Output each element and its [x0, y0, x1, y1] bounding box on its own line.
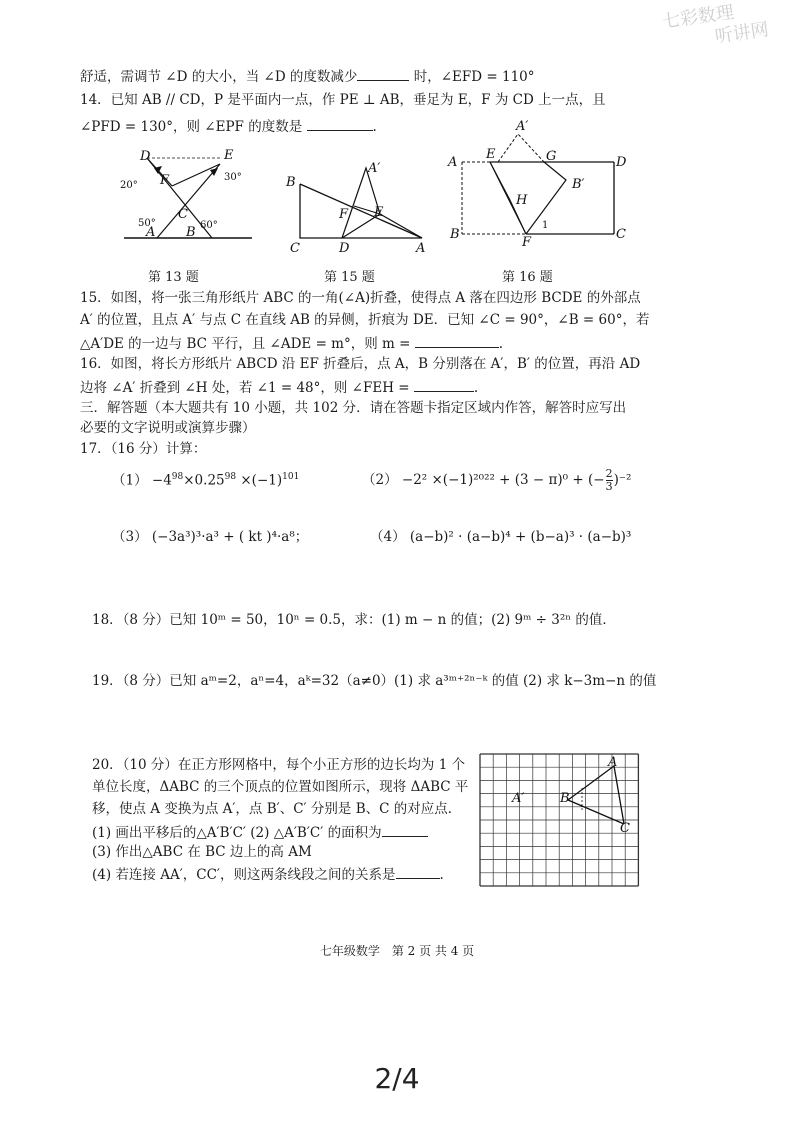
q17-p1-expr-c: ×(−1) [236, 472, 283, 489]
q17-p2-frac-num: 2 [605, 467, 613, 480]
q17-p4-expr: (a−b)² · (a−b)⁴ + (b−a)³ · (a−b)³ [409, 529, 632, 545]
fig15-label-f: F [339, 207, 349, 222]
fig15-label-d: D [339, 241, 350, 256]
q17-p2-tail: )⁻² [613, 472, 632, 488]
fig13-label-f: F [160, 173, 170, 188]
q17-p1-num: （1） [112, 472, 148, 489]
fig16-label-a: A [448, 155, 458, 170]
fig16-label-angle-1: 1 [542, 220, 549, 231]
figure-15 [284, 156, 434, 256]
page-indicator: 2/4 [374, 1062, 420, 1095]
grid-label-a: A [608, 755, 618, 770]
watermark [661, 0, 777, 61]
q13-tail: 时，∠EFD = 110° [413, 69, 535, 85]
q20-relation-blank[interactable] [396, 864, 440, 879]
fig16-label-a-prime: A′ [516, 120, 529, 134]
fig13-angle-60: 60° [200, 220, 218, 231]
fig15-label-a: A [416, 241, 426, 256]
fig13-label-b: B [186, 225, 196, 240]
fig16-label-e: E [486, 147, 496, 162]
q20-text-6: (4) 若连接 AA′，CC′，则这两条线段之间的关系是 [92, 867, 396, 883]
q20-line-3: 移，使点 A 变换为点 A′，点 B′、C′ 分别是 B、C 的对应点． [92, 801, 462, 817]
q20-text-4: (1) 画出平移后的△A′B′C′ (2) △A′B′C′ 的面积为 [92, 825, 382, 841]
q20-line-1: 20．（10 分）在正方形网格中，每个小正方形的边长均为 1 个 [92, 757, 466, 773]
fig13-label-a: A [146, 225, 156, 240]
fig16-label-g: G [546, 149, 557, 164]
fig16-label-b: B [450, 227, 460, 242]
fig13-angle-30: 30° [224, 172, 242, 183]
q13-text: 舒适，需调节 ∠D 的大小，当 ∠D 的度数减少 [80, 69, 358, 85]
grid-label-a-prime: A′ [512, 791, 525, 806]
watermark-line-2: 听讲网 [713, 19, 771, 48]
fig15-label-c: C [290, 241, 300, 256]
fig13-label-c: C [178, 207, 188, 222]
q17-title: 17．（16 分）计算： [80, 441, 207, 457]
q20-line-4 [92, 822, 428, 842]
fig16-label-b-prime: B′ [572, 177, 585, 192]
fig13-label-d: D [140, 149, 151, 164]
q17-p3-num: （3） [112, 529, 148, 545]
q20-area-blank[interactable] [382, 822, 428, 837]
q16-text: 边将 ∠A′ 折叠到 ∠H 处，若 ∠1 = 48°，则 ∠FEH = [80, 380, 410, 396]
fig15-label-a-prime: A′ [368, 161, 381, 176]
q17-p1-expr-a: −4 [151, 472, 172, 489]
watermark-line-1: 七彩数理 [661, 1, 736, 33]
fig16-label-c: C [616, 227, 626, 242]
q20-line-5: (3) 作出△ABC 在 BC 边上的高 AM [92, 844, 312, 860]
fig13-caption: 第 13 题 [148, 270, 199, 285]
q17-p1-expr-b: ×0.25 [183, 472, 225, 489]
q17-part-2 [362, 468, 631, 493]
figure-13 [112, 146, 262, 246]
section3-line-2: 必要的文字说明或演算步骤） [80, 420, 256, 436]
q17-p4-num: （4） [370, 529, 406, 545]
figure-16 [446, 120, 632, 248]
q14-text: ∠PFD = 130°，则 ∠EPF 的度数是 [80, 119, 303, 135]
q15-text: △A′DE 的一边与 BC 平行，且 ∠ADE = m°，则 m = [80, 336, 411, 352]
fig16-label-f: F [522, 235, 532, 248]
grid-label-c: C [620, 821, 630, 836]
fig13-label-e: E [224, 148, 234, 163]
q19-text: 19．（8 分）已知 aᵐ=2，aⁿ=4，aᵏ=32（a≠0）(1) 求 a³ᵐ⁺²ⁿ⁻ᵏ 的值 (2) 求 k−3m−n 的值 [92, 673, 657, 689]
q16-line-2: 边将 ∠A′ 折叠到 ∠H 处，若 ∠1 = 48°，则 ∠FEH = . [80, 377, 478, 397]
q17-p1-exp-c: 101 [282, 472, 300, 482]
fig13-angle-50: 50° [138, 218, 156, 229]
page-footer: 七年级数学 第 2 页 共 4 页 [319, 944, 475, 958]
fig16-label-h: H [516, 193, 528, 208]
q17-part-4 [370, 528, 631, 546]
q14-line-2: ∠PFD = 130°，则 ∠EPF 的度数是 . [80, 116, 377, 136]
q17-part-3 [112, 528, 308, 546]
section3-line-1: 三．解答题（本大题共有 10 小题，共 102 分．请在答题卡指定区域内作答，解答时应写出 [80, 400, 627, 416]
q14-line-1: 14．已知 AB // CD，P 是平面内一点，作 PE ⊥ AB，垂足为 E，F 为 CD 上一点，且 [80, 92, 606, 108]
fig16-caption: 第 16 题 [502, 270, 553, 285]
q17-p2-num: （2） [362, 472, 398, 488]
q15-line-3: △A′DE 的一边与 BC 平行，且 ∠ADE = m°，则 m = . [80, 333, 503, 353]
q15-answer-blank[interactable] [415, 333, 499, 348]
fig15-label-b: B [286, 175, 296, 190]
q20-line-6: (4) 若连接 AA′，CC′，则这两条线段之间的关系是 . [92, 864, 444, 884]
q20-line-2: 单位长度，ΔABC 的三个顶点的位置如图所示，现将 ΔABC 平 [92, 779, 469, 795]
q15-line-1: 15．如图，将一张三角形纸片 ABC 的一角(∠A)折叠，使得点 A 落在四边形 BCDE 的外部点 [80, 290, 641, 306]
q14-answer-blank[interactable] [307, 116, 373, 131]
q16-answer-blank[interactable] [414, 377, 474, 392]
fig13-angle-20: 20° [120, 180, 138, 191]
q17-part-1 [112, 468, 299, 490]
q18-text: 18．（8 分）已知 10ᵐ = 50，10ⁿ = 0.5，求：(1) m − n 的值；(2) 9ᵐ ÷ 3²ⁿ 的值． [92, 612, 616, 628]
q17-p2-expr: −2² ×(−1)²⁰²² + (3 − π)⁰ + (− [401, 472, 605, 488]
q17-p1-exp-a: 98 [171, 472, 184, 482]
fig15-label-e: E [374, 205, 384, 220]
q13-line [80, 66, 535, 86]
fig15-caption: 第 15 题 [324, 270, 375, 285]
q13-answer-blank[interactable] [357, 66, 409, 81]
q16-line-1: 16．如图，将长方形纸片 ABCD 沿 EF 折叠后，点 A，B 分别落在 A′，B′ 的位置，再沿 AD [80, 356, 641, 372]
q17-p1-exp-b: 98 [224, 472, 237, 482]
grid-label-b: B [560, 791, 570, 806]
fig16-label-d: D [616, 155, 627, 170]
q17-p2-frac-den: 3 [605, 480, 613, 493]
q15-line-2: A′ 的位置，且点 A′ 与点 C 在直线 AB 的异侧，折痕为 DE．已知 ∠C = 90°，∠B = 60°，若 [80, 312, 650, 328]
q17-p3-expr: (−3a³)³·a³ + ( kt )⁴·a⁸； [151, 529, 309, 545]
square-grid-figure [478, 752, 648, 892]
